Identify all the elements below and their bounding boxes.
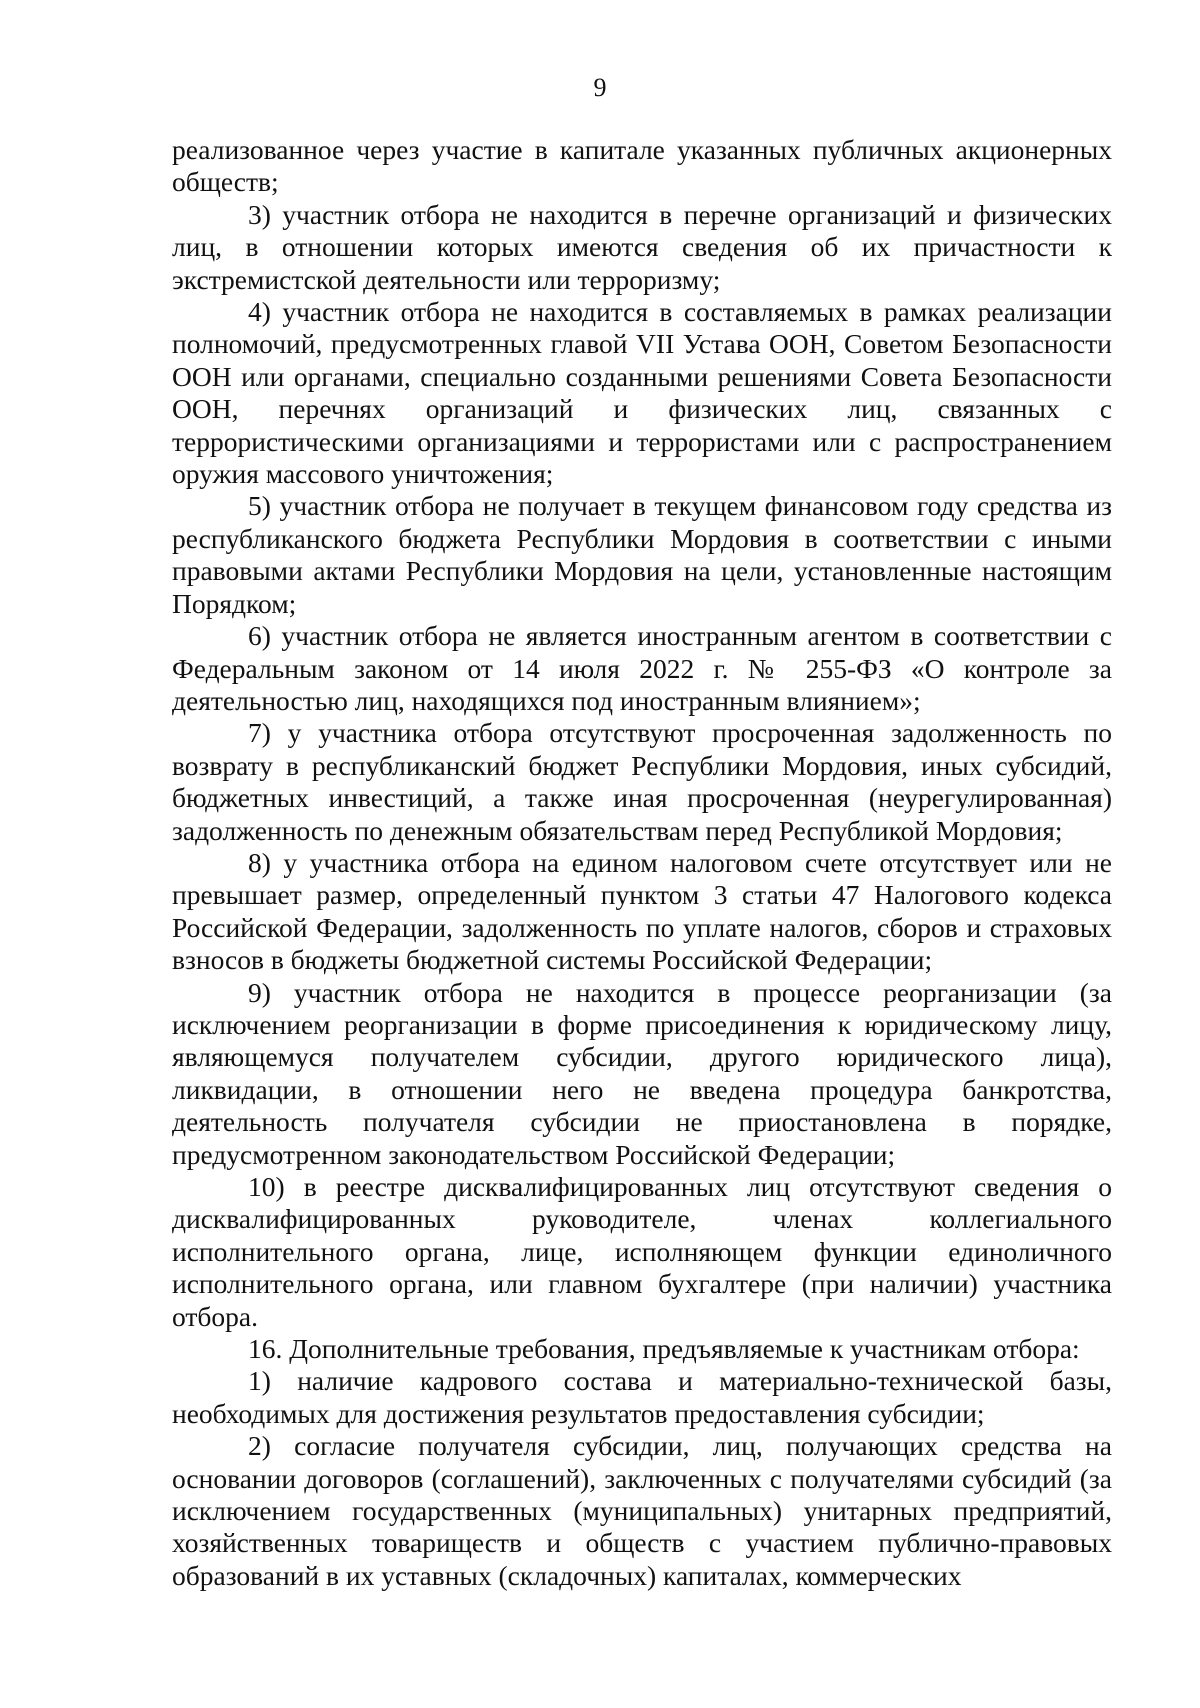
paragraph-item-10: 10) в реестре дисквалифицированных лиц отсутствуют сведения о дисквалифицированных руководителе, членах коллегиального исполнительного органа, лице, исполняющем функции единоличного исполнительного органа, или главном бухгалтере (при наличии) участника отбора. [172,1171,1112,1332]
paragraph-section-16: 16. Дополнительные требования, предъявляемые к участникам отбора: [248,1333,1080,1365]
page-number: 9 [593,73,607,102]
paragraph-item-5: 5) участник отбора не получает в текущем финансовом году средства из республиканского бюджета Республики Мордовия в соответствии с иными правовыми актами Республики Мордовия на цели, установленные настоящим Порядком; [172,490,1112,619]
paragraph-continuation: реализованное через участие в капитале указанных публичных акционерных обществ; [172,134,1112,198]
paragraph-item-3: 3) участник отбора не находится в перечне организаций и физических лиц, в отношении которых имеются сведения об их причастности к экстремистской деятельности или терроризму; [172,198,1112,295]
paragraph-section-16-item-1: 1) наличие кадрового состава и материально-технической базы, необходимых для достижения результатов предоставления субсидии; [172,1365,1112,1429]
paragraph-item-7: 7) у участника отбора отсутствуют просроченная задолженность по возврату в республиканский бюджет Республики Мордовия, иных субсидий, бюджетных инвестиций, а также иная просроченная (неурегулированная) задолженность по денежным обязательствам перед Республикой Мордовия; [172,717,1112,846]
paragraph-section-16-item-2: 2) согласие получателя субсидии, лиц, получающих средства на основании договоров (соглашений), заключенных с получателями субсидий (за исключением государственных (муниципальных) унитарных предприятий, хозяйственных товариществ и обществ с участием публично-правовых образований в их уставных (складочных) капиталах, коммерческих [172,1430,1112,1591]
document-body [172,134,1112,1592]
paragraph-item-9: 9) участник отбора не находится в процессе реорганизации (за исключением реорганизации в форме присоединения к юридическому лицу, являющемуся получателем субсидии, другого юридического лица), ликвидации, в отношении него не введена процедура банкротства, деятельность получателя субсидии не приостановлена в порядке, предусмотренном законодательством Российской Федерации; [172,976,1112,1170]
paragraph-item-4: 4) участник отбора не находится в составляемых в рамках реализации полномочий, предусмотренных главой VII Устава ООН, Советом Безопасности ООН или органами, специально созданными решениями Совета Безопасности ООН, перечнях организаций и физических лиц, связанных с террористическими организациями и террористами или с распространением оружия массового уничтожения; [172,296,1112,490]
paragraph-item-6: 6) участник отбора не является иностранным агентом в соответствии с Федеральным законом от 14 июля 2022 г. № 255-ФЗ «О контроле за деятельностью лиц, находящихся под иностранным влиянием»; [172,620,1112,716]
paragraph-item-8: 8) у участника отбора на едином налоговом счете отсутствует или не превышает размер, определенный пунктом 3 статьи 47 Налогового кодекса Российской Федерации, задолженность по уплате налогов, сборов и страховых взносов в бюджеты бюджетной системы Российской Федерации; [172,846,1112,976]
